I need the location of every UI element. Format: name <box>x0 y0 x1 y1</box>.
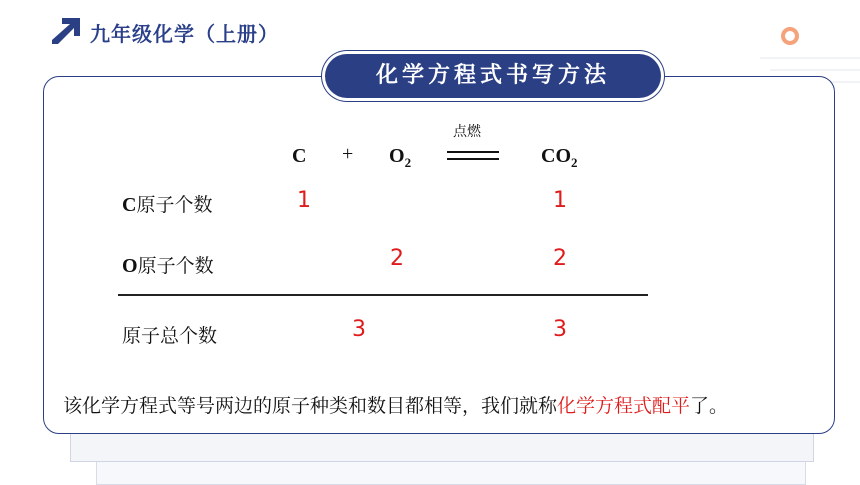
oxygen-count-left: 2 <box>390 246 404 271</box>
conclusion-highlight: 化学方程式配平 <box>557 395 691 417</box>
plus-sign: + <box>342 143 354 165</box>
equals-line-bottom <box>447 158 499 160</box>
card-stack-middle <box>70 430 814 462</box>
row-label-total: 原子总个数 <box>122 325 218 347</box>
row-label-carbon: C原子个数 <box>122 194 213 216</box>
carbon-count-right: 1 <box>553 188 567 213</box>
row-label-oxygen: O原子个数 <box>122 255 214 277</box>
equals-line-top <box>447 151 499 153</box>
arrow-icon <box>48 14 82 48</box>
banner-title: 化学方程式书写方法 <box>375 63 610 88</box>
ring-icon <box>781 27 799 45</box>
title-banner <box>325 54 661 98</box>
course-title: 九年级化学（上册） <box>90 22 279 46</box>
divider-line <box>118 294 648 296</box>
reactant-carbon: C <box>292 145 307 167</box>
reaction-condition: 点燃 <box>453 124 481 140</box>
conclusion-text: 该化学方程式等号两边的原子种类和数目都相等，我们就称化学方程式配平了。 <box>63 395 729 417</box>
carbon-count-left: 1 <box>297 188 311 213</box>
product-co2: $CO_2$ <box>541 145 578 170</box>
reactant-oxygen: $O_2$ <box>389 145 412 170</box>
total-count-right: 3 <box>553 317 567 342</box>
total-count-left: 3 <box>352 317 366 342</box>
oxygen-count-right: 2 <box>553 246 567 271</box>
